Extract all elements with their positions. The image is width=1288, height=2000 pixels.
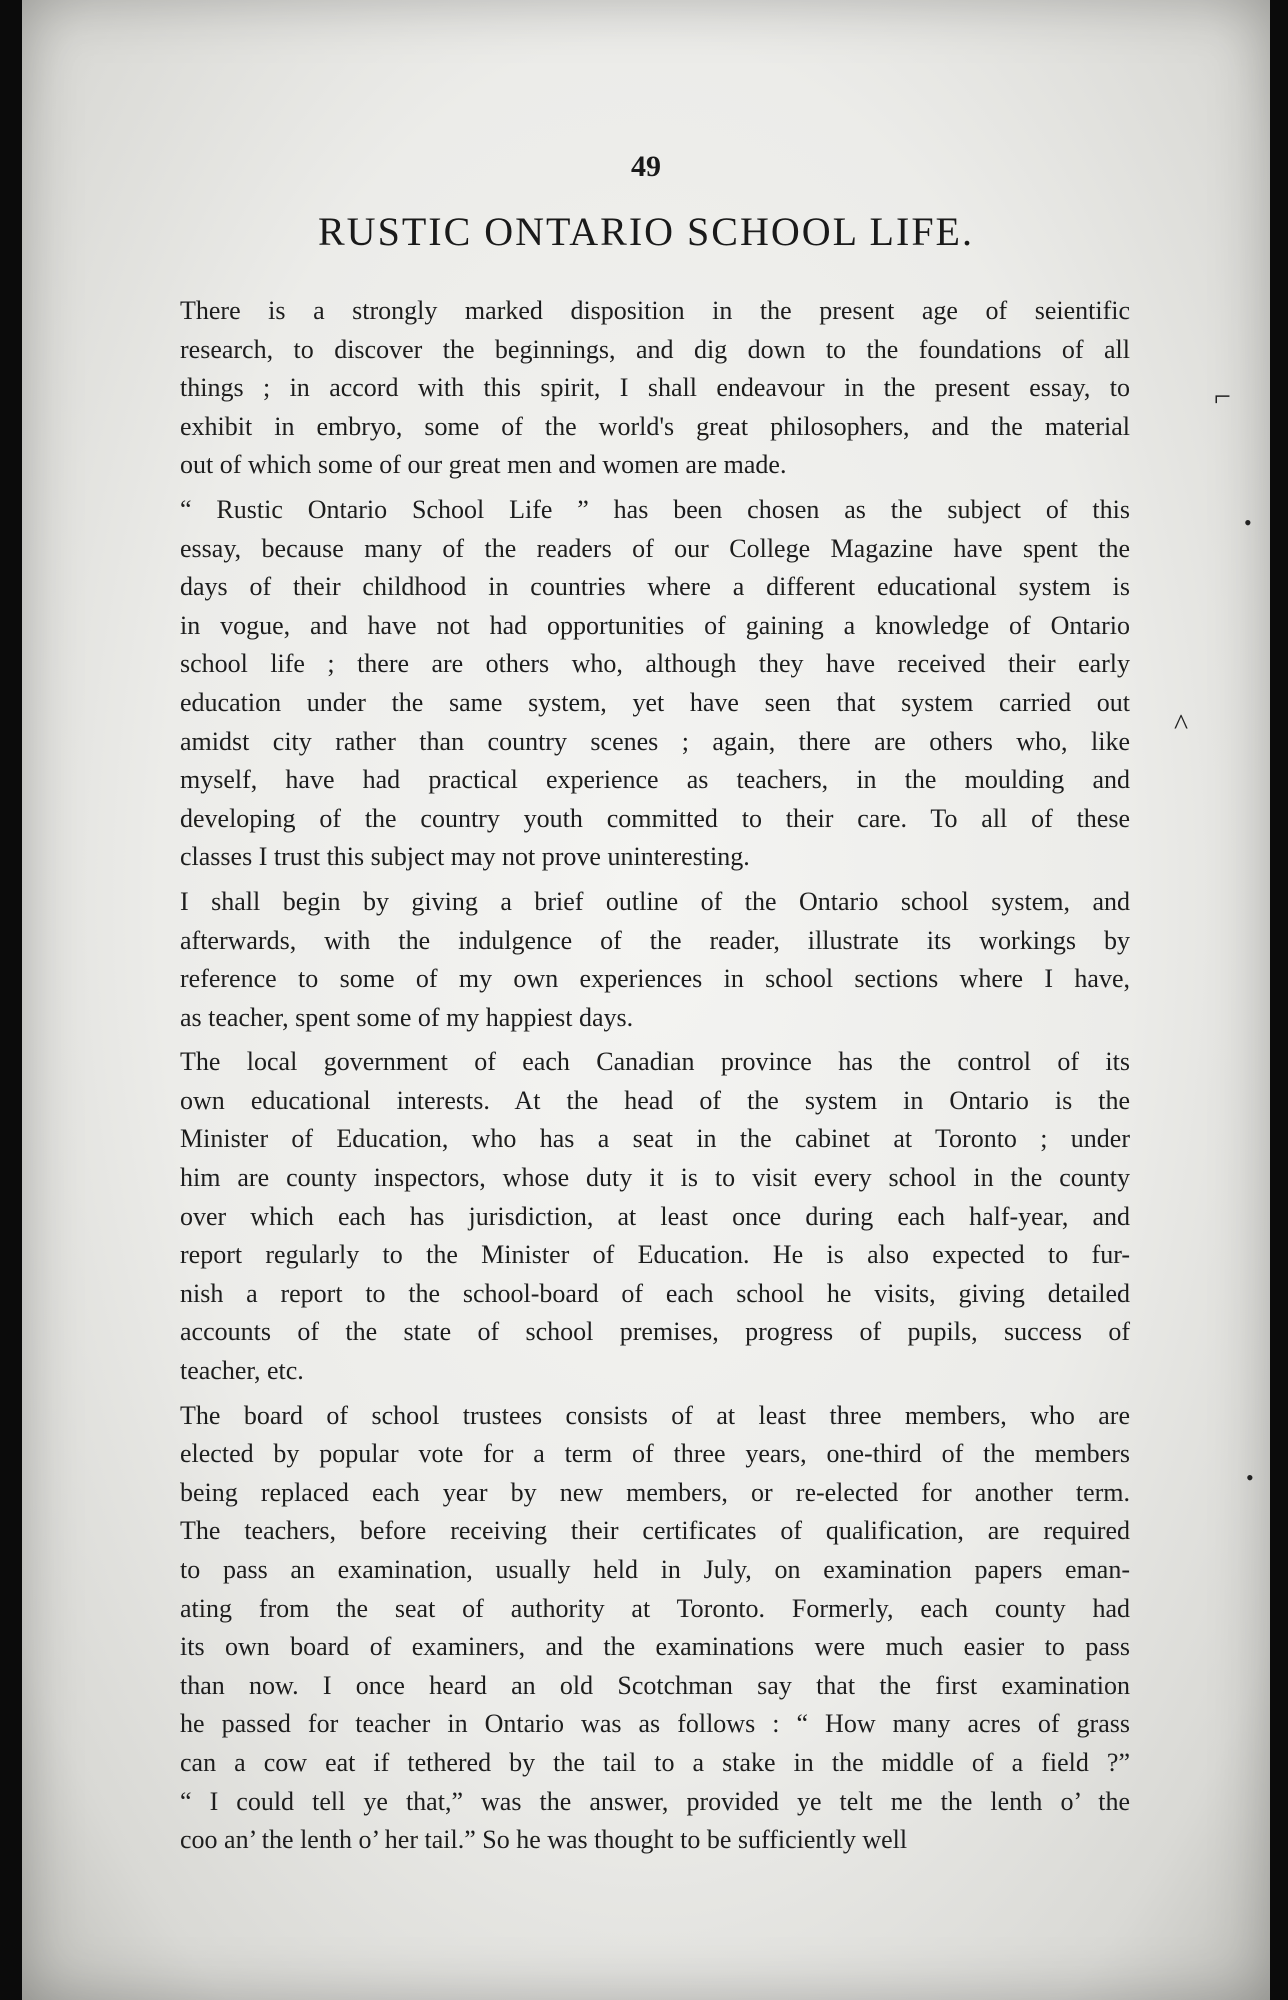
text-line: afterwards, with the indulgence of the reader, illustrate its workings by (180, 925, 1130, 955)
text-line: accounts of the state of school premises, progress of pupils, success of (180, 1317, 1130, 1347)
text-line: reference to some of my own experiences in school sections where I have, (180, 964, 1130, 994)
text-line: amidst city rather than country scenes ; again, there are others who, like (180, 726, 1130, 756)
text-line: can a cow eat if tethered by the tail to a stake in the middle of a field ?” (180, 1747, 1130, 1777)
text-line: The local government of each Canadian province has the control of its (180, 1047, 1130, 1077)
text-line: Minister of Education, who has a seat in the cabinet at Toronto ; under (180, 1124, 1130, 1154)
scan-speck: • (1246, 1465, 1254, 1490)
body-text (140, 292, 1130, 1866)
text-line: There is a strongly marked disposition in the present age of seientific (180, 296, 1130, 325)
text-line: classes I trust this subject may not prove uninteresting. (180, 842, 750, 872)
text-line: coo an’ the lenth o’ her tail.” So he was thought to be sufficiently well (180, 1825, 908, 1855)
text-line: in vogue, and have not had opportunities of gaining a knowledge of Ontario (180, 610, 1130, 640)
text-line: education under the same system, yet have seen that system carried out (180, 687, 1130, 717)
page-title: RUSTIC ONTARIO SCHOOL LIFE. (318, 209, 974, 254)
document-page (22, 0, 1270, 2000)
page-number: 49 (631, 150, 661, 183)
paragraph (140, 1043, 1130, 1390)
scan-speck: • (1244, 510, 1252, 535)
text-line: I shall begin by giving a brief outline of the Ontario school system, and (180, 886, 1130, 916)
text-line: exhibit in embryo, some of the world's great philosophers, and the material (180, 411, 1130, 441)
text-line: elected by popular vote for a term of three years, one-third of the members (180, 1439, 1130, 1469)
scan-speck: ^ (1174, 708, 1189, 741)
text-line: him are county inspectors, whose duty it is to visit every school in the county (180, 1163, 1130, 1193)
text-line: teacher, etc. (180, 1356, 304, 1386)
text-line: own educational interests. At the head of the system in Ontario is the (180, 1085, 1130, 1115)
text-line: The teachers, before receiving their certificates of qualification, are required (180, 1516, 1130, 1546)
text-line: out of which some of our great men and women are made. (180, 450, 787, 480)
text-line: over which each has jurisdiction, at least once during each half-year, and (180, 1201, 1130, 1231)
text-line: nish a report to the school-board of each school he visits, giving detailed (180, 1278, 1130, 1308)
text-line: “ I could tell ye that,” was the answer, provided ye telt me the lenth o’ the (180, 1786, 1130, 1816)
text-line: being replaced each year by new members, or re-elected for another term. (180, 1477, 1130, 1507)
text-line: The board of school trustees consists of at least three members, who are (180, 1400, 1130, 1430)
text-line: essay, because many of the readers of our College Magazine have spent the (180, 533, 1130, 563)
text-line: report regularly to the Minister of Education. He is also expected to fur- (180, 1240, 1130, 1270)
text-line: myself, have had practical experience as teachers, in the moulding and (180, 765, 1130, 795)
text-line: things ; in accord with this spirit, I shall endeavour in the present essay, to (180, 373, 1130, 403)
text-line: than now. I once heard an old Scotchman say that the first examination (180, 1670, 1130, 1700)
text-line: as teacher, spent some of my happiest days. (180, 1002, 634, 1032)
paragraph (140, 1397, 1130, 1860)
text-line: developing of the country youth committed to their care. To all of these (180, 803, 1130, 833)
paragraph (140, 491, 1130, 877)
text-line: school life ; there are others who, although they have received their early (180, 649, 1130, 679)
text-line: he passed for teacher in Ontario was as follows : “ How many acres of grass (180, 1709, 1130, 1739)
text-line: ating from the seat of authority at Toronto. Formerly, each county had (180, 1593, 1130, 1623)
text-line: days of their childhood in countries where a different educational system is (180, 572, 1130, 602)
paragraph (140, 292, 1130, 485)
text-line: research, to discover the beginnings, and dig down to the foundations of all (180, 334, 1130, 364)
text-line: its own board of examiners, and the examinations were much easier to pass (180, 1632, 1130, 1662)
scan-speck: ⌐ (1214, 380, 1231, 413)
text-line: to pass an examination, usually held in July, on examination papers eman- (180, 1555, 1130, 1584)
text-line: “ Rustic Ontario School Life ” has been chosen as the subject of this (180, 494, 1130, 524)
paragraph (140, 883, 1130, 1037)
